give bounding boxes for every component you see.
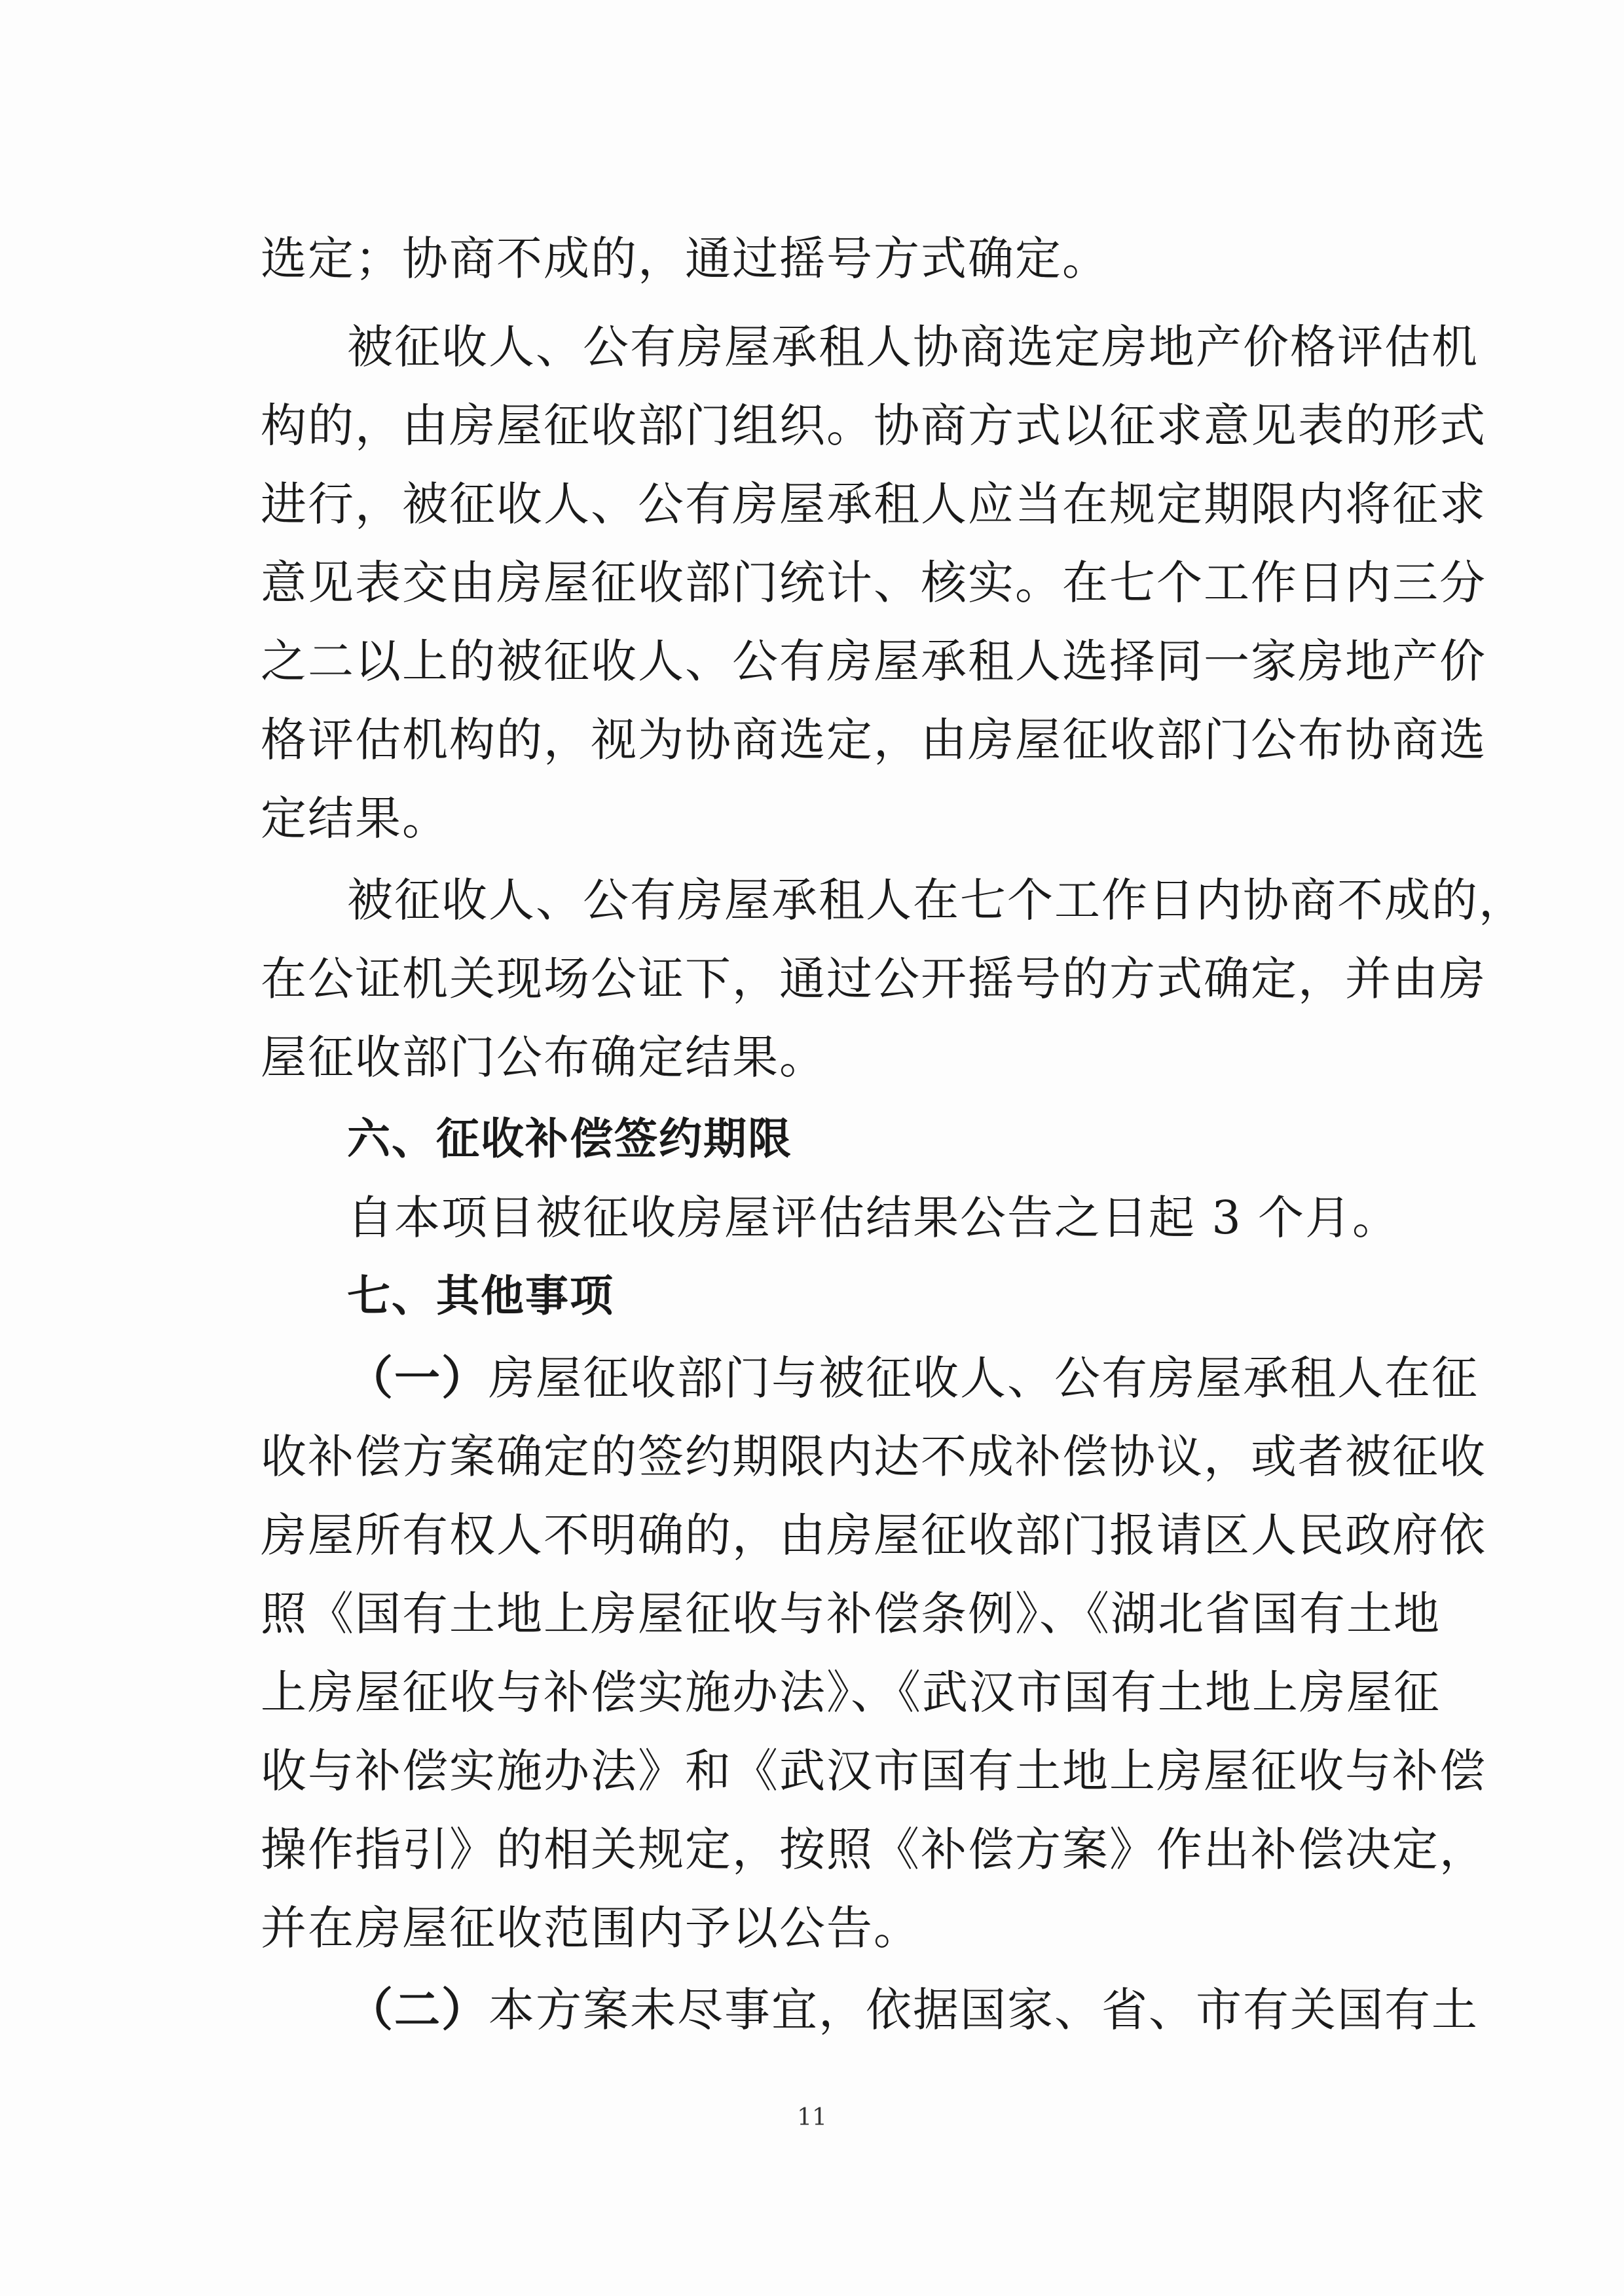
text-line: 被征收人、公有房屋承租人协商选定房地产价格评估机 [347,320,1479,374]
list-item-2 [347,1977,1479,2043]
text-line: 选定；协商不成的，通过摇号方式确定。 [261,232,1109,285]
text-line: 自本项目被征收房屋评估结果公告之日起 3 个月。 [347,1191,1400,1245]
text-line: 收补偿方案确定的签约期限内达不成补偿协议，或者被征收 [261,1430,1486,1484]
text-line: 被征收人、公有房屋承租人在七个工作日内协商不成的， [347,873,1526,927]
list-marker: （二） [347,1983,489,2037]
text-line: 构的，由房屋征收部门组织。协商方式以征求意见表的形式 [261,399,1486,452]
text-line: 之二以上的被征收人、公有房屋承租人选择同一家房地产价 [261,634,1486,688]
text-line: 房屋所有权人不明确的，由房屋征收部门报请区人民政府依 [261,1508,1486,1562]
list-marker: （一） [347,1351,489,1405]
text-line: 上房屋征收与补偿实施办法》、《武汉市国有土地上房屋征 [261,1666,1441,1719]
list-item-1 [347,1345,1479,1411]
text-line: 操作指引》的相关规定，按照《补偿方案》作出补偿决定， [261,1823,1486,1876]
page-number: 11 [797,2104,827,2131]
text-line: 收与补偿实施办法》和《武汉市国有土地上房屋征收与补偿 [261,1744,1486,1798]
section-heading: 六、征收补偿签约期限 [347,1114,792,1164]
text-line: 定结果。 [261,792,449,845]
text-line: 照《国有土地上房屋征收与补偿条例》、《湖北省国有土地 [261,1587,1441,1641]
text-line: 进行，被征收人、公有房屋承租人应当在规定期限内将征求 [261,477,1486,531]
text-line: 在公证机关现场公证下，通过公开摇号的方式确定，并由房 [261,952,1486,1006]
text-line: 并在房屋征收范围内予以公告。 [261,1901,921,1955]
text-line: 本方案未尽事宜，依据国家、省、市有关国有土 [489,1983,1479,2037]
text-line: 意见表交由房屋征收部门统计、核实。在七个工作日内三分 [261,556,1486,610]
text-line: 格评估机构的，视为协商选定，由房屋征收部门公布协商选 [261,713,1486,767]
text-line: 屋征收部门公布确定结果。 [261,1030,826,1084]
text-line: 房屋征收部门与被征收人、公有房屋承租人在征 [489,1351,1479,1405]
section-heading: 七、其他事项 [347,1271,614,1321]
